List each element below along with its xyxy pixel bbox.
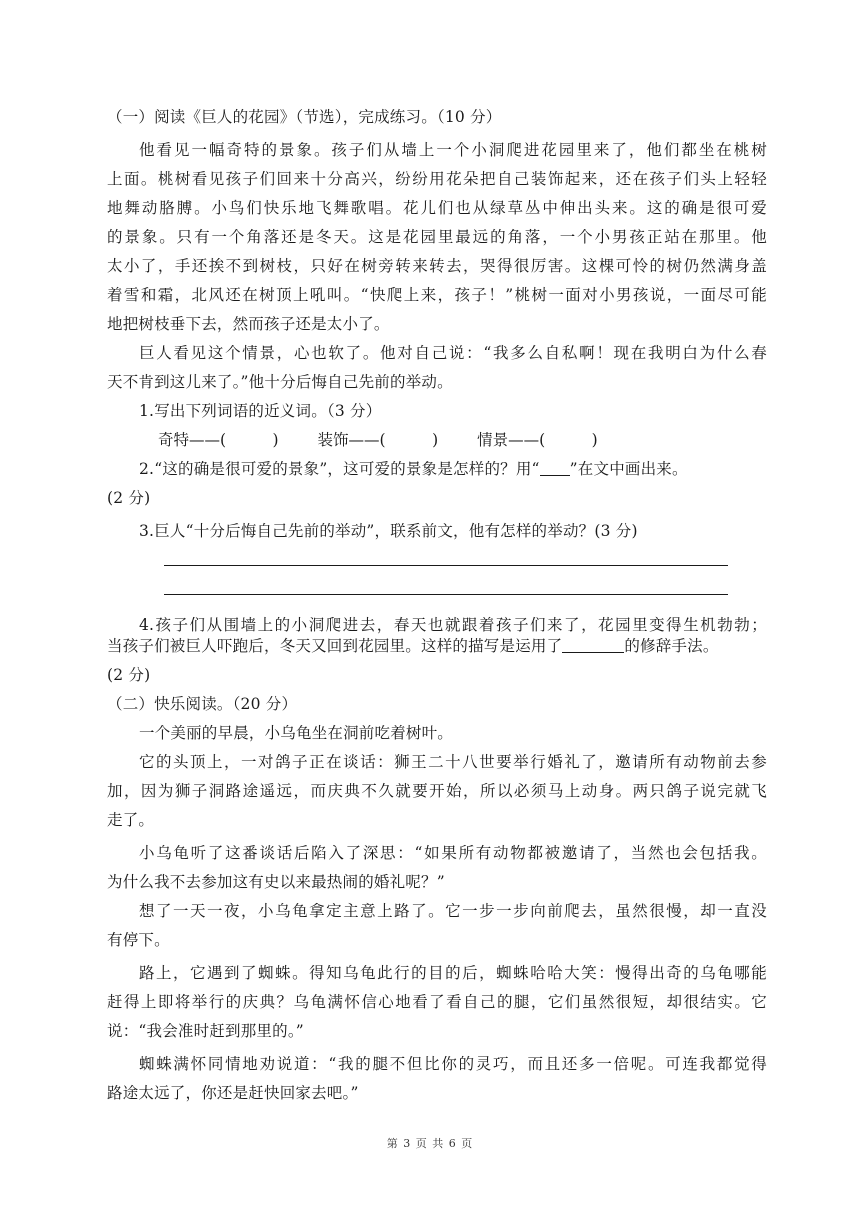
synonym-item[interactable]: 奇特——( ): [158, 431, 279, 449]
passage1-line: 他看见一幅奇特的景象。孩子们从墙上一个小洞爬进花园里来了，他们都坐在桃树: [139, 141, 767, 159]
passage2-line: 赶得上即将举行的庆典？乌龟满怀信心地看了看自己的腿，它们虽然很短，却很结实。它: [107, 993, 767, 1011]
question-4-score: (2 分): [107, 666, 151, 684]
question-4-text-b: 的修辞手法。: [624, 637, 719, 655]
passage1-line: 地舞动胳膊。小鸟们快乐地飞舞歌唱。花儿们也从绿草丛中伸出头来。这的确是很可爱: [107, 199, 767, 217]
synonym-item[interactable]: 情景——( ): [477, 431, 598, 449]
passage2-line: 小乌龟听了这番谈话后陷入了深思：“如果所有动物都被邀请了，当然也会包括我。: [139, 844, 767, 862]
passage2-line: 路途太远了，你还是赶快回家去吧。”: [107, 1084, 359, 1102]
question-1: 1.写出下列词语的近义词。（3 分）: [139, 402, 382, 420]
passage2-line: 想了一天一夜，小乌龟拿定主意上路了。它一步一步向前爬去，虽然很慢，却一直没: [139, 902, 767, 920]
passage2-line: 它的头顶上，一对鸽子正在谈话：狮王二十八世要举行婚礼了，邀请所有动物前去参: [139, 753, 767, 771]
section2-heading: （二）快乐阅读。（20 分）: [107, 695, 298, 713]
passage1-line: 巨人看见这个情景，心也软了。他对自己说：“我多么自私啊！现在我明白为什么春: [139, 344, 767, 362]
answer-line[interactable]: [164, 565, 728, 566]
passage2-line: 为什么我不去参加这有史以来最热闹的婚礼呢？”: [107, 873, 445, 891]
passage2-line: 走了。: [107, 811, 155, 829]
passage1-line: 上面。桃树看见孩子们回来十分高兴，纷纷用花朵把自己装饰起来，还在孩子们头上轻轻: [107, 170, 767, 188]
synonym-row: [158, 431, 598, 449]
passage1-line: 的景象。只有一个角落还是冬天。这是花园里最远的角落，一个小男孩正站在那里。他: [107, 228, 767, 246]
question-3: 3.巨人“十分后悔自己先前的举动”，联系前文，他有怎样的举动？(3 分): [139, 522, 638, 540]
question-4-text-a: 当孩子们被巨人吓跑后，冬天又回到花园里。这样的描写是运用了: [107, 637, 563, 655]
passage2-line: 蜘蛛满怀同情地劝说道：“我的腿不但比你的灵巧，而且还多一倍呢。可连我都觉得: [139, 1055, 767, 1073]
passage1-line: 着雪和霜，北风还在树顶上吼叫。“快爬上来，孩子！”桃树一面对小男孩说，一面尽可能: [107, 286, 767, 304]
passage1-line: 太小了，手还挨不到树枝，只好在树旁转来转去，哭得很厉害。这棵可怜的树仍然满身盖: [107, 257, 767, 275]
section1-heading: （一）阅读《巨人的花园》（节选），完成练习。（10 分）: [107, 108, 502, 126]
question-4-line2: [107, 637, 767, 655]
answer-blank[interactable]: [562, 637, 624, 653]
passage2-line: 有停下。: [107, 931, 170, 949]
passage1-line: 天不肯到这儿来了。”他十分后悔自己先前的举动。: [107, 373, 453, 391]
question-4: 4.孩子们从围墙上的小洞爬进去，春天也就跟着孩子们来了，花园里变得生机勃勃；: [139, 616, 767, 634]
passage2-line: 一个美丽的早晨，小乌龟坐在洞前吃着树叶。: [139, 724, 454, 742]
underline-sample: [540, 460, 570, 476]
passage2-line: 路上，它遇到了蜘蛛。得知乌龟此行的目的后，蜘蛛哈哈大笑：慢得出奇的乌龟哪能: [139, 964, 767, 982]
question-2-text-b: ”在文中画出来。: [569, 460, 688, 478]
passage2-line: 说：“我会准时赶到那里的。”: [107, 1022, 304, 1040]
question-2-text-a: 2.“这的确是很可爱的景象”，这可爱的景象是怎样的？用“: [139, 460, 540, 478]
question-2: [139, 460, 799, 478]
synonym-item[interactable]: 装饰——( ): [317, 431, 439, 449]
answer-line[interactable]: [164, 594, 728, 595]
passage1-line: 地把树枝垂下去，然而孩子还是太小了。: [107, 315, 390, 333]
question-2-score: (2 分): [107, 489, 151, 507]
page-footer: 第 3 页 共 6 页: [386, 1137, 474, 1150]
passage2-line: 加，因为狮子洞路途遥远，而庆典不久就要开始，所以必须马上动身。两只鸽子说完就飞: [107, 782, 767, 800]
